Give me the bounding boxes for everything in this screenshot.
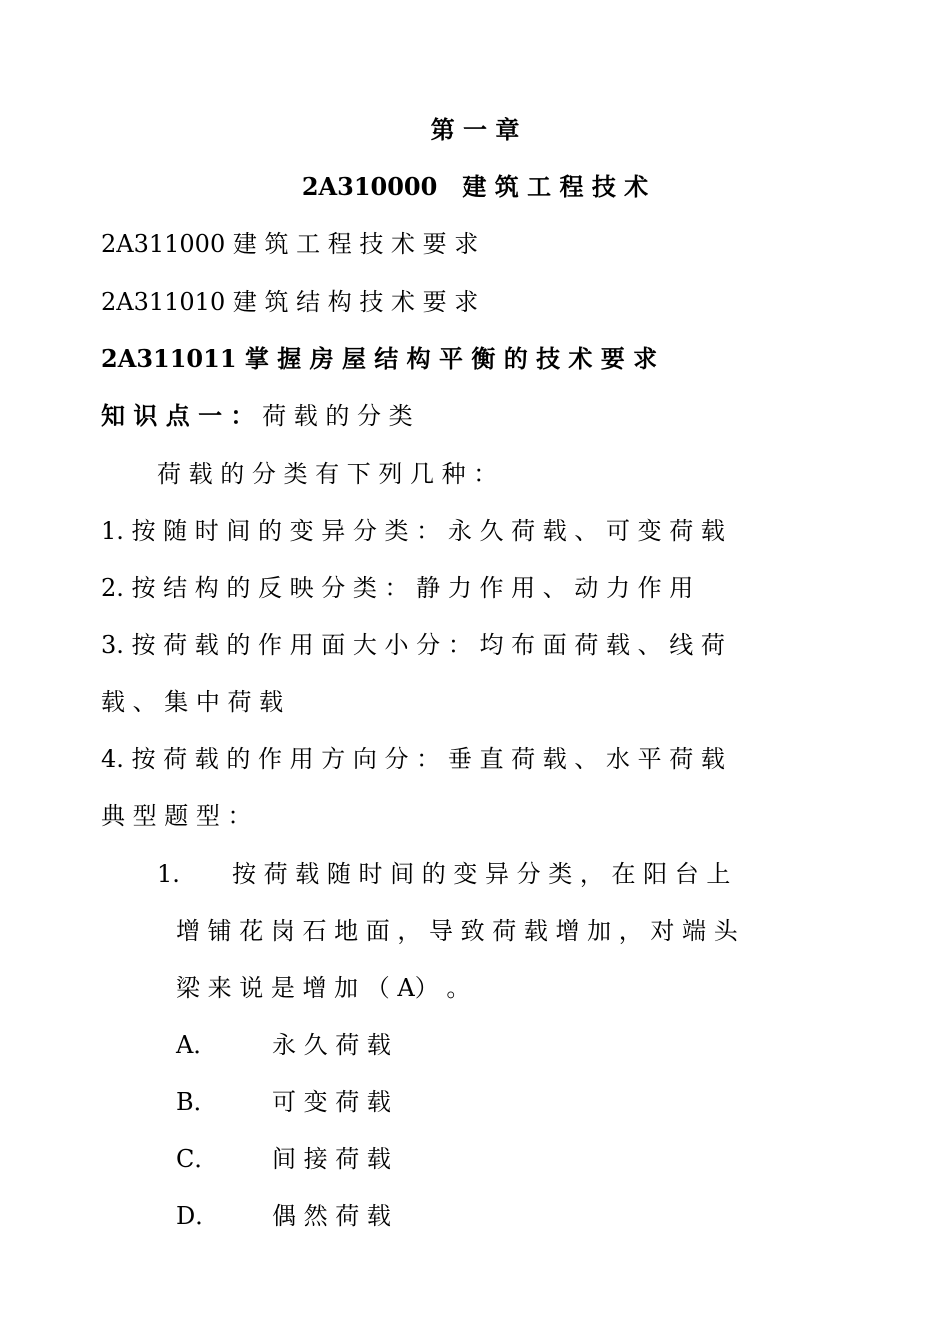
question-line: 按 荷 载 随 时 间 的 变 异 分 类 ， 在 阳 台 上 (232, 860, 731, 888)
option-c (176, 1143, 391, 1175)
question-number: 1. (157, 860, 180, 888)
knowledge-title: 荷 载 的 分 类 (262, 402, 413, 430)
sub1-code: 2A311000 (101, 230, 226, 258)
question-line: 增 铺 花 岗 石 地 面 ， 导 致 荷 载 增 加 ， 对 端 头 (176, 917, 738, 945)
intro-text: 荷 载 的 分 类 有 下 列 几 种 ： (157, 460, 498, 488)
option-b (176, 1086, 391, 1118)
typical-questions-label: 典 型 题 型 ： (101, 802, 252, 830)
subheading-2a311011 (101, 343, 657, 375)
option-text: 间 接 荷 载 (272, 1145, 391, 1173)
option-d (176, 1200, 391, 1232)
sub2-code: 2A311010 (101, 288, 226, 316)
list-item: 2. 按 结 构 的 反 映 分 类 ： 静 力 作 用 、 动 力 作 用 (101, 574, 694, 602)
list-item: 3. 按 荷 载 的 作 用 面 大 小 分 ： 均 布 面 荷 载 、 线 荷 (101, 631, 725, 659)
list-item: 1. 按 随 时 间 的 变 异 分 类 ： 永 久 荷 载 、 可 变 荷 载 (101, 517, 725, 545)
option-letter: A． (176, 1031, 218, 1059)
knowledge-label: 知 识 点 一 ： (101, 401, 255, 430)
list-item: 4. 按 荷 载 的 作 用 方 向 分 ： 垂 直 荷 载 、 水 平 荷 载 (101, 745, 725, 773)
option-letter: B． (176, 1088, 218, 1116)
sub3-code: 2A311011 (101, 344, 237, 373)
knowledge-point (101, 400, 413, 432)
option-text: 可 变 荷 载 (272, 1088, 391, 1116)
option-text: 偶 然 荷 载 (272, 1202, 391, 1230)
section-code: 2A310000 (301, 172, 438, 201)
section-title: 建 筑 工 程 技 术 (462, 172, 649, 201)
sub1-title: 建 筑 工 程 技 术 要 求 (232, 230, 479, 258)
chapter-heading (0, 114, 950, 146)
option-letter: C． (176, 1145, 219, 1173)
sub3-title: 掌 握 房 屋 结 构 平 衡 的 技 术 要 求 (244, 344, 658, 373)
subheading-2a311010 (101, 286, 478, 318)
section-heading (0, 171, 950, 203)
option-letter: D． (176, 1202, 220, 1230)
sub2-title: 建 筑 结 构 技 术 要 求 (232, 288, 479, 316)
option-a (176, 1029, 391, 1061)
subheading-2a311000 (101, 228, 478, 260)
chapter-title: 第 一 章 (430, 115, 520, 144)
question-line: 梁 来 说 是 增 加 （ A） 。 (176, 974, 471, 1002)
option-text: 永 久 荷 载 (272, 1031, 391, 1059)
list-item: 载 、 集 中 荷 载 (101, 688, 284, 716)
